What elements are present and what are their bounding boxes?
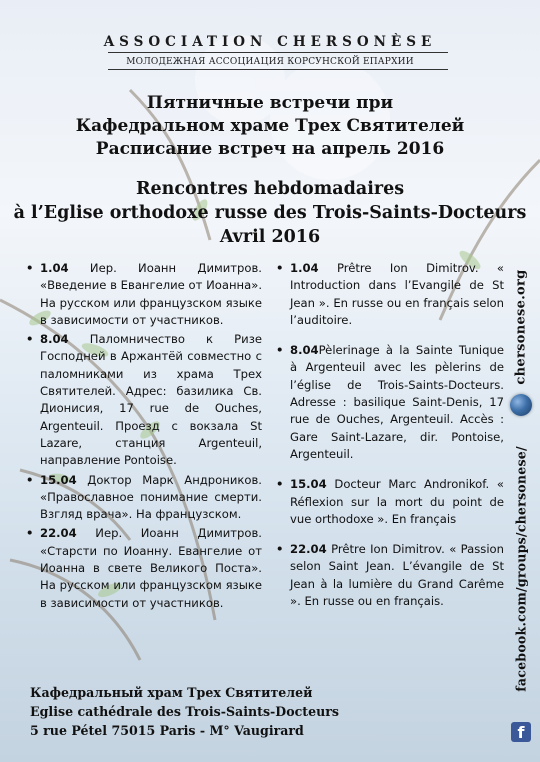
website-link[interactable] [504, 268, 538, 386]
title-ru-line1: Пятничные встречи при [146, 93, 394, 113]
title-fr-line2: à l’Eglise orthodoxe russe des Trois-Saints-Docteurs [13, 203, 527, 223]
schedule-text: Docteur Marc Andronikof. « Réflexion sur la mort du point de vue orthodoxe ». En français [290, 477, 504, 526]
org-rule-top [108, 52, 448, 53]
side-links [504, 260, 538, 750]
bullet: • [26, 472, 34, 487]
schedule-date: 8.04 [290, 343, 319, 358]
bullet: • [276, 261, 284, 275]
schedule-text: Prêtre Ion Dimitrov. « Passion selon Saint Jean. L’évangile de St Jean à la lumière du Grand Carême ». En russe ou en français. [290, 542, 504, 609]
bullet: • [26, 332, 34, 347]
org-name: ASSOCIATION CHERSONÈSE [103, 34, 437, 50]
bullet: • [276, 477, 284, 492]
schedule-date: 8.04 [40, 332, 69, 347]
schedule-date: 22.04 [40, 526, 77, 541]
title-russian [0, 92, 540, 161]
footer-church-fr: Eglise cathédrale des Trois-Saints-Docteurs [30, 704, 339, 719]
schedule-item [276, 260, 504, 329]
schedule-french [276, 260, 504, 623]
title-ru-line2: Кафедральном храме Трех Святителей [75, 116, 465, 136]
schedule-item [276, 541, 504, 610]
schedule-text: Паломничество к Ризе Господней в Аржантёй совместно с паломниками из храма Трех Святителей. Адрес: базилика Св. Дионисия, 17 rue de Ouches, Argenteuil. Проезд с вокзала St Lazare, станция Argenteuil, направление Pontoise. [40, 332, 262, 468]
schedule-text: Доктор Марк Андроников. «Православное понимание смерти. Взгляд врача». На французском. [40, 472, 262, 522]
schedule-date: 15.04 [290, 477, 327, 492]
org-subtitle: МОЛОДЕЖНАЯ АССОЦИАЦИЯ КОРСУНСКОЙ ЕПАРХИИ [126, 57, 414, 67]
schedule-item [26, 260, 262, 329]
globe-icon [510, 394, 532, 416]
schedule-date: 1.04 [290, 261, 319, 275]
facebook-text: facebook.com/groups/chersonese/ [513, 446, 529, 692]
schedule-date: 15.04 [40, 472, 77, 487]
schedule-russian [26, 260, 262, 614]
schedule-text: Pèlerinage à la Sainte Tunique à Argenteuil avec les pèlerins de l’église de Trois-Saints-Docteurs. Adresse : basilique Saint-Denis, 17 rue de Ouches, Argenteuil. Accès : Gare Saint-Lazare, dir. Pontoise, Argenteuil. [290, 343, 504, 461]
schedule-text: Иер. Иоанн Димитров. «Старсти по Иоанну. Евангелие от Иоанна в свете Великого Поста». На русском или французском языке в зависимости от участников. [40, 526, 262, 610]
schedule-item [26, 472, 262, 524]
title-fr-line3: Avril 2016 [219, 227, 321, 247]
facebook-link[interactable] [504, 424, 538, 714]
schedule-date: 1.04 [40, 261, 69, 275]
address-footer [30, 683, 339, 740]
website-text: chersonese.org [513, 269, 529, 385]
title-french [0, 177, 540, 249]
schedule-item [26, 331, 262, 469]
facebook-icon[interactable]: f [511, 722, 531, 742]
org-rule-bottom [108, 69, 448, 70]
bullet: • [276, 542, 284, 557]
footer-address: 5 rue Pétel 75015 Paris - M° Vaugirard [30, 723, 304, 738]
footer-church-ru: Кафедральный храм Трех Святителей [30, 685, 313, 700]
bullet: • [26, 261, 34, 275]
title-ru-line3: Расписание встреч на апрель 2016 [95, 139, 445, 159]
bullet: • [26, 526, 34, 541]
schedule-text: Иер. Иоанн Димитров. «Введение в Евангелие от Иоанна». На русском или французском языке в зависимости от участников. [40, 261, 262, 327]
schedule-date: 22.04 [290, 542, 327, 557]
schedule-text: Prêtre Ion Dimitrov. « Introduction dans l’Evangile de St Jean ». En russe ou en français selon l’auditoire. [290, 261, 504, 327]
bullet: • [276, 343, 284, 358]
title-fr-line1: Rencontres hebdomadaires [135, 179, 405, 199]
schedule-item [276, 476, 504, 528]
schedule-item [276, 342, 504, 463]
schedule-item [26, 525, 262, 611]
